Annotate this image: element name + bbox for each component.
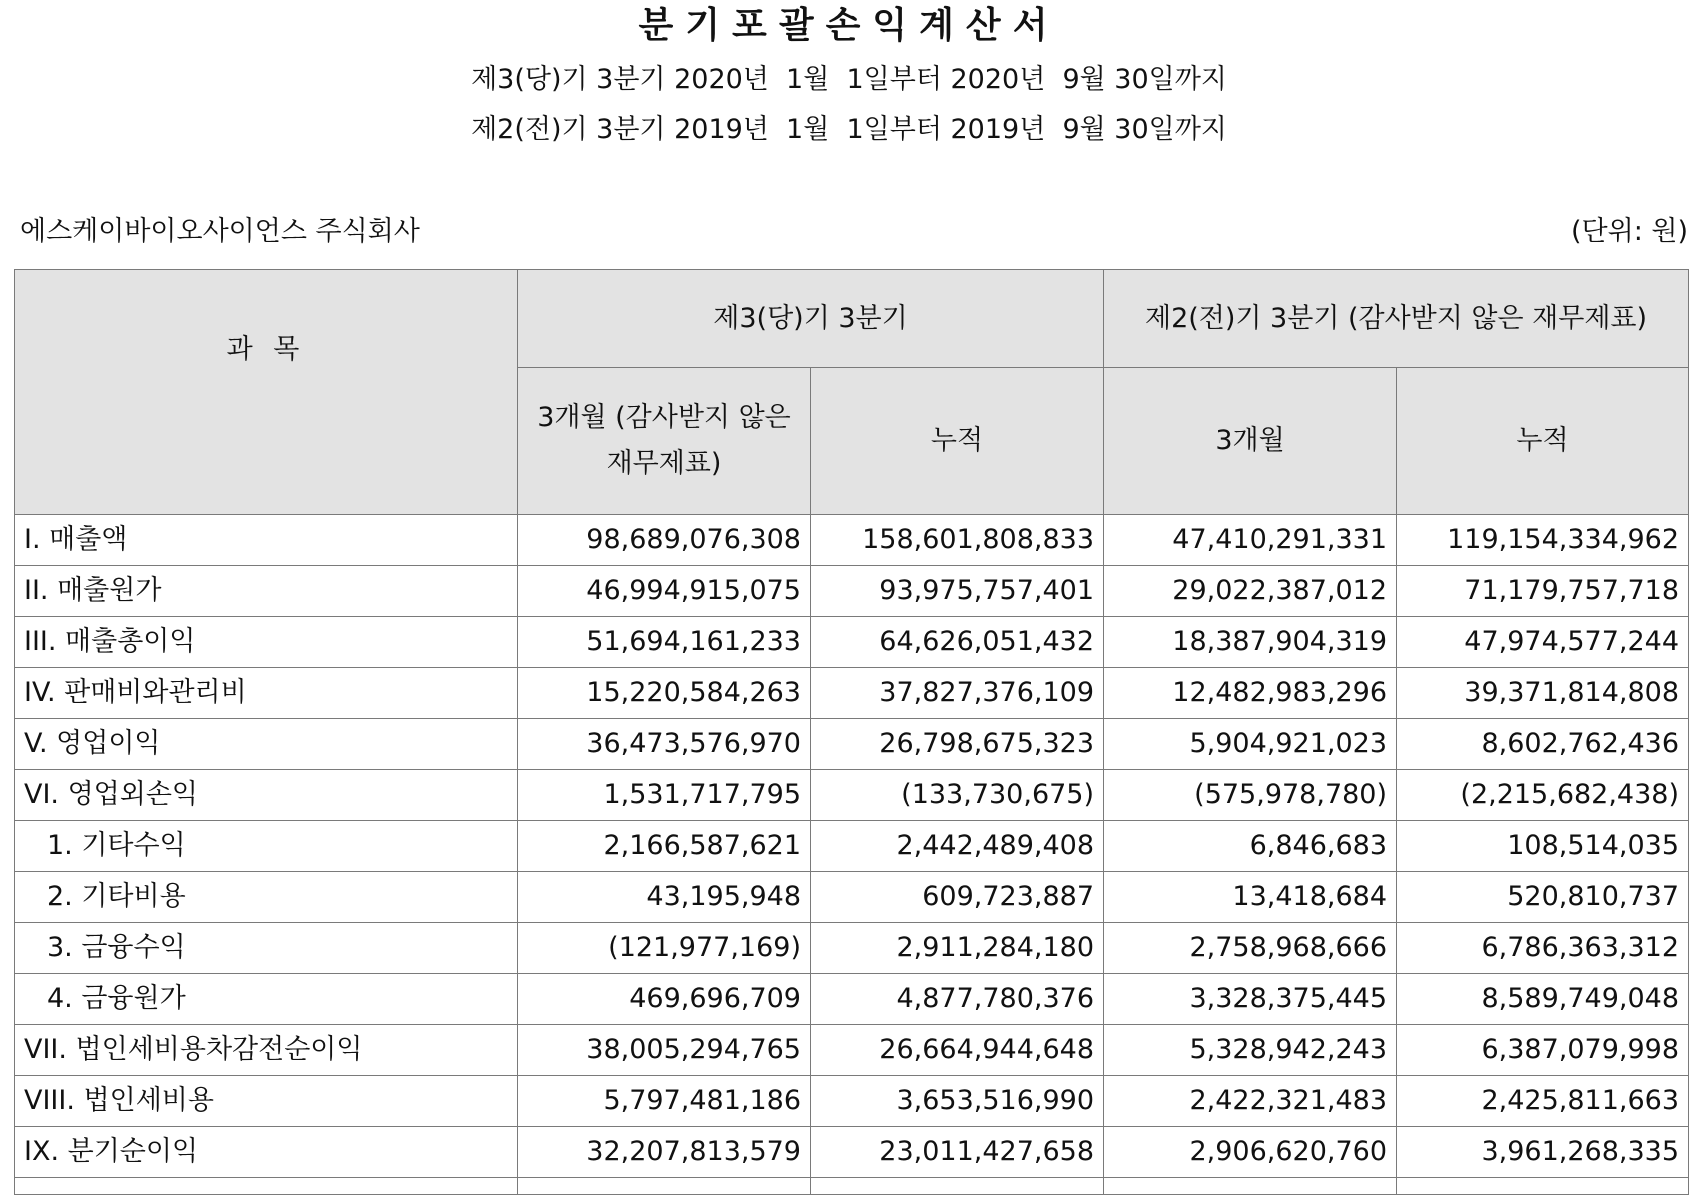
row-previous-3m: 2,422,321,483 bbox=[1104, 1076, 1397, 1127]
header-row-periods bbox=[15, 270, 1689, 368]
table-row bbox=[15, 515, 1689, 566]
row-current-3m: 469,696,709 bbox=[518, 974, 811, 1025]
table-row bbox=[15, 770, 1689, 821]
row-previous-3m: 29,022,387,012 bbox=[1104, 566, 1397, 617]
row-previous-cumulative: 3,961,268,335 bbox=[1397, 1127, 1689, 1178]
row-current-cumulative: 37,827,376,109 bbox=[811, 668, 1104, 719]
row-previous-3m: 5,328,942,243 bbox=[1104, 1025, 1397, 1076]
row-current-cumulative: 64,626,051,432 bbox=[811, 617, 1104, 668]
table-row bbox=[15, 923, 1689, 974]
table-row-cut-off bbox=[15, 1178, 1689, 1195]
company-name: 에스케이바이오사이언스 주식회사 bbox=[20, 216, 420, 247]
unit-label: (단위: 원) bbox=[1571, 216, 1688, 247]
table-body bbox=[15, 515, 1689, 1195]
row-current-3m: 1,531,717,795 bbox=[518, 770, 811, 821]
header-current-cumulative: 누적 bbox=[811, 368, 1104, 515]
row-current-cumulative: 23,011,427,658 bbox=[811, 1127, 1104, 1178]
row-current-3m: 98,689,076,308 bbox=[518, 515, 811, 566]
row-item: 1. 기타수익 bbox=[15, 821, 518, 872]
statement-title: 분기포괄손익계산서 bbox=[638, 5, 1060, 46]
row-current-cumulative: 3,653,516,990 bbox=[811, 1076, 1104, 1127]
row-previous-cumulative: (2,215,682,438) bbox=[1397, 770, 1689, 821]
row-current-3m: 15,220,584,263 bbox=[518, 668, 811, 719]
row-previous-3m: (575,978,780) bbox=[1104, 770, 1397, 821]
table-row bbox=[15, 1076, 1689, 1127]
row-previous-cumulative: 8,589,749,048 bbox=[1397, 974, 1689, 1025]
table-row bbox=[15, 617, 1689, 668]
row-item: 3. 금융수익 bbox=[15, 923, 518, 974]
row-item: 2. 기타비용 bbox=[15, 872, 518, 923]
row-previous-3m: 47,410,291,331 bbox=[1104, 515, 1397, 566]
table-row bbox=[15, 668, 1689, 719]
row-previous-cumulative: 2,425,811,663 bbox=[1397, 1076, 1689, 1127]
table-row bbox=[15, 974, 1689, 1025]
row-current-3m: 36,473,576,970 bbox=[518, 719, 811, 770]
row-item: VI. 영업외손익 bbox=[15, 770, 518, 821]
table-row bbox=[15, 566, 1689, 617]
row-current-3m: 2,166,587,621 bbox=[518, 821, 811, 872]
row-current-cumulative: 158,601,808,833 bbox=[811, 515, 1104, 566]
row-previous-3m: 6,846,683 bbox=[1104, 821, 1397, 872]
period-current: 제3(당)기 3분기 2020년 1월 1일부터 2020년 9월 30일까지 bbox=[471, 64, 1227, 95]
row-current-3m: 46,994,915,075 bbox=[518, 566, 811, 617]
row-item: VII. 법인세비용차감전순이익 bbox=[15, 1025, 518, 1076]
row-previous-cumulative: 39,371,814,808 bbox=[1397, 668, 1689, 719]
row-previous-cumulative: 8,602,762,436 bbox=[1397, 719, 1689, 770]
header-current-period: 제3(당)기 3분기 bbox=[518, 270, 1104, 368]
table-row bbox=[15, 821, 1689, 872]
row-previous-3m: 13,418,684 bbox=[1104, 872, 1397, 923]
row-item: I. 매출액 bbox=[15, 515, 518, 566]
period-previous: 제2(전)기 3분기 2019년 1월 1일부터 2019년 9월 30일까지 bbox=[471, 114, 1227, 145]
table-row bbox=[15, 1025, 1689, 1076]
row-current-3m: (121,977,169) bbox=[518, 923, 811, 974]
header-previous-period: 제2(전)기 3분기 (감사받지 않은 재무제표) bbox=[1104, 270, 1689, 368]
row-previous-cumulative: 119,154,334,962 bbox=[1397, 515, 1689, 566]
row-current-3m: 38,005,294,765 bbox=[518, 1025, 811, 1076]
row-item: II. 매출원가 bbox=[15, 566, 518, 617]
row-item: IV. 판매비와관리비 bbox=[15, 668, 518, 719]
header-previous-cumulative: 누적 bbox=[1397, 368, 1689, 515]
header-subject-label: 과 목 bbox=[226, 334, 306, 365]
row-current-cumulative: 26,798,675,323 bbox=[811, 719, 1104, 770]
row-previous-3m: 5,904,921,023 bbox=[1104, 719, 1397, 770]
row-current-3m: 5,797,481,186 bbox=[518, 1076, 811, 1127]
row-current-cumulative: 93,975,757,401 bbox=[811, 566, 1104, 617]
row-item: III. 매출총이익 bbox=[15, 617, 518, 668]
row-previous-3m: 12,482,983,296 bbox=[1104, 668, 1397, 719]
row-current-cumulative: 609,723,887 bbox=[811, 872, 1104, 923]
row-previous-3m: 3,328,375,445 bbox=[1104, 974, 1397, 1025]
row-current-cumulative: 2,911,284,180 bbox=[811, 923, 1104, 974]
row-item: V. 영업이익 bbox=[15, 719, 518, 770]
row-current-cumulative: 2,442,489,408 bbox=[811, 821, 1104, 872]
row-previous-cumulative: 108,514,035 bbox=[1397, 821, 1689, 872]
table-row bbox=[15, 1127, 1689, 1178]
row-previous-cumulative: 6,786,363,312 bbox=[1397, 923, 1689, 974]
row-previous-cumulative: 47,974,577,244 bbox=[1397, 617, 1689, 668]
row-previous-3m: 18,387,904,319 bbox=[1104, 617, 1397, 668]
row-item: IX. 분기순이익 bbox=[15, 1127, 518, 1178]
table-row bbox=[15, 719, 1689, 770]
row-previous-cumulative: 520,810,737 bbox=[1397, 872, 1689, 923]
row-current-cumulative: (133,730,675) bbox=[811, 770, 1104, 821]
header-previous-3m: 3개월 bbox=[1104, 368, 1397, 515]
row-current-3m: 32,207,813,579 bbox=[518, 1127, 811, 1178]
row-item: 4. 금융원가 bbox=[15, 974, 518, 1025]
row-previous-3m: 2,906,620,760 bbox=[1104, 1127, 1397, 1178]
row-current-3m: 51,694,161,233 bbox=[518, 617, 811, 668]
row-current-3m: 43,195,948 bbox=[518, 872, 811, 923]
row-previous-cumulative: 6,387,079,998 bbox=[1397, 1025, 1689, 1076]
header-current-3m: 3개월 (감사받지 않은 재무제표) bbox=[518, 368, 811, 515]
row-current-cumulative: 26,664,944,648 bbox=[811, 1025, 1104, 1076]
row-previous-3m: 2,758,968,666 bbox=[1104, 923, 1397, 974]
row-current-cumulative: 4,877,780,376 bbox=[811, 974, 1104, 1025]
row-item: VIII. 법인세비용 bbox=[15, 1076, 518, 1127]
income-statement-table bbox=[14, 269, 1689, 1195]
header-subject bbox=[15, 270, 518, 515]
table-row bbox=[15, 872, 1689, 923]
row-previous-cumulative: 71,179,757,718 bbox=[1397, 566, 1689, 617]
